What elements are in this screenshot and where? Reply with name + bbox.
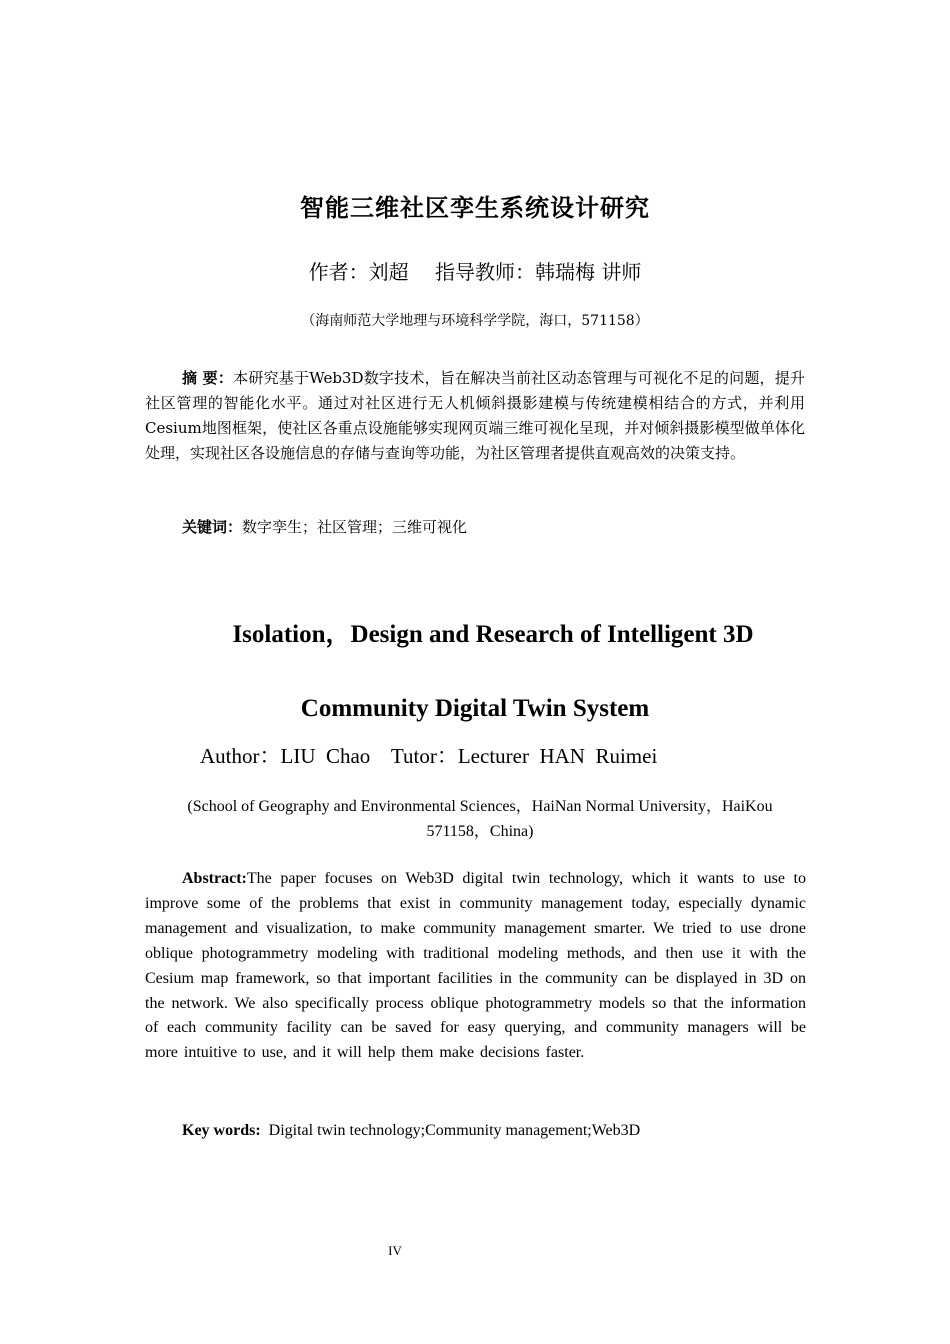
chinese-abstract-label: 摘 要： [182, 369, 234, 387]
english-title-line2: Community Digital Twin System [300, 695, 650, 722]
english-abstract-label: Abstract: [182, 870, 247, 887]
english-affiliation [160, 794, 800, 844]
chinese-authors: 作者：刘超 指导教师：韩瑞梅 讲师 [308, 260, 642, 284]
chinese-abstract [145, 366, 805, 466]
english-title [0, 598, 950, 746]
english-authors: Author：LIU Chao Tutor：Lecturer HAN Ruimei [200, 744, 658, 768]
english-keywords [182, 1122, 640, 1140]
chinese-keywords [182, 516, 467, 537]
english-affiliation-line2: 571158，China) [426, 823, 534, 840]
page-number: IV [388, 1243, 402, 1258]
chinese-affiliation: （海南师范大学地理与环境科学学院，海口，571158） [301, 313, 649, 329]
english-abstract-text: The paper focuses on Web3D digital twin technology, which it wants to use to improve some of the problems that exist in community management today, especially dynamic management and visualization, to make community management smarter. We tried to use drone oblique photogrammetry modeling with traditional modeling methods, and then use it with the Cesium map framework, so that important facilities in the community can be displayed in 3D on the network. We also specifically process oblique photogrammetry models so that the information of each community facility can be saved for easy querying, and community managers will be more intuitive to use, and it will help them make decisions faster. [145, 870, 806, 1062]
english-affiliation-line1: (School of Geography and Environmental Sciences，HaiNan Normal University，HaiKou [187, 798, 773, 815]
english-keywords-text: Digital twin technology;Community management;Web3D [268, 1122, 641, 1139]
chinese-keywords-text: 数字孪生；社区管理；三维可视化 [242, 518, 468, 536]
chinese-title: 智能三维社区孪生系统设计研究 [300, 193, 650, 222]
english-keywords-label: Key words: [182, 1122, 261, 1139]
chinese-keywords-label: 关键词： [182, 518, 243, 536]
english-title-line1: Isolation，Design and Research of Intelligent 3D [232, 621, 754, 648]
chinese-abstract-text: 本研究基于Web3D数字技术，旨在解决当前社区动态管理与可视化不足的问题，提升社区管理的智能化水平。通过对社区进行无人机倾斜摄影建模与传统建模相结合的方式，并利用Cesium地图框架，使社区各重点设施能够实现网页端三维可视化呈现，并对倾斜摄影模型做单体化处理，实现社区各设施信息的存储与查询等功能，为社区管理者提供直观高效的决策支持。 [145, 369, 805, 462]
english-abstract [145, 867, 806, 1066]
